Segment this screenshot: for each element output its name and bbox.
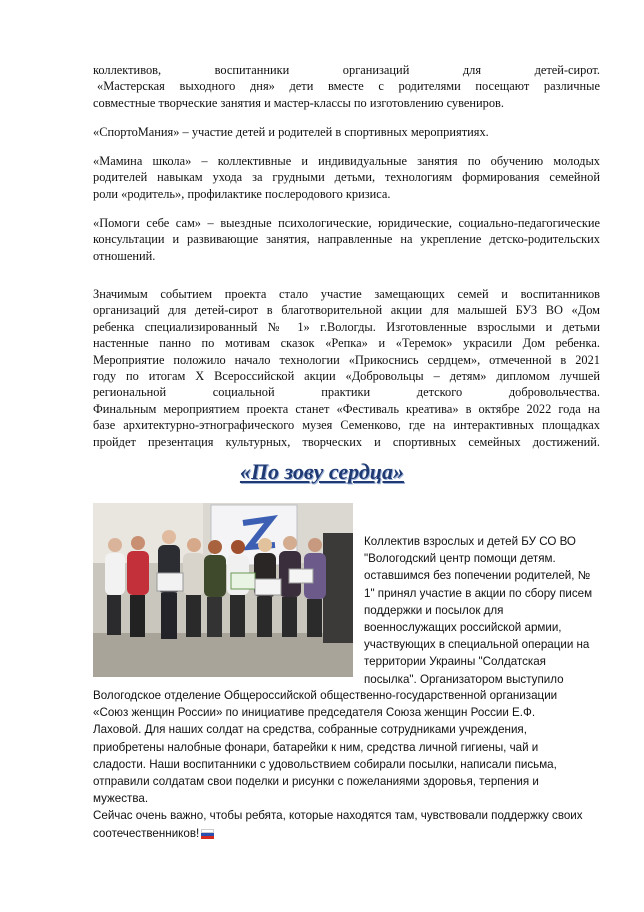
text-line: базе архитектурно-этнографического музея Семенково, где на интерактивных площадках bbox=[93, 418, 600, 433]
text-line: отправили солдатам свои поделки и рисунки с пожеланиями здоровья, терпения и bbox=[93, 775, 539, 789]
text-line: посылка". Организатором выступило bbox=[364, 672, 564, 686]
russian-flag-icon bbox=[201, 829, 214, 838]
text-line: «Мастерская выходного дня» дети вместе с родителями посещают различные bbox=[97, 79, 600, 94]
group-photo bbox=[93, 503, 353, 677]
text-line: ребенка специализированный № 1» г.Вологды. Изготовленные взрослыми и детьми bbox=[93, 319, 600, 334]
text-line: оставшимся без попечении родителей, № bbox=[364, 569, 591, 583]
text-line: Значимым событием проекта стало участие замещающих семей и воспитанников bbox=[93, 287, 600, 301]
text-line: отношений. bbox=[93, 248, 156, 263]
text-line: сладости. Наши воспитанники с удовольствием собирали посылки, написали письма, bbox=[93, 757, 557, 771]
text-line: 1" принял участие в акции по сбору писем bbox=[364, 586, 593, 600]
text-line: Вологодское отделение Общероссийской общественно-государственной организации bbox=[93, 689, 558, 702]
paragraph-mama bbox=[93, 153, 600, 202]
text-line: поддержки и посылок для bbox=[364, 603, 504, 617]
article-side-text bbox=[364, 533, 604, 688]
paragraph-help bbox=[93, 215, 600, 264]
text-line: Коллектив взрослых и детей БУ СО ВО bbox=[364, 535, 576, 548]
article-bottom-text bbox=[93, 687, 608, 842]
text-line: Сейчас очень важно, чтобы ребята, которые находятся там, чувствовали поддержку своих bbox=[93, 809, 583, 823]
group-photo-illustration bbox=[93, 503, 353, 677]
text-line: «Союз женщин России» по инициативе председателя Союза женщин России Е.Ф. bbox=[93, 706, 536, 720]
text-line: Лаховой. Для наших солдат на средства, собранные сотрудниками учреждения, bbox=[93, 723, 527, 737]
text-line: «Мамина школа» – коллективные и индивидуальные занятия по обучению молодых bbox=[93, 154, 600, 168]
text-line: консультации и развивающие занятия, направленные на укрепление детско-родительских bbox=[93, 232, 600, 247]
text-line: приобретены налобные фонари, батарейки к ним, средства личной гигиены, чай и bbox=[93, 740, 539, 754]
text-line: соотечественников! bbox=[93, 826, 200, 840]
text-line: Мероприятие положило начало технологии «Прикоснись сердцем», отмеченной в 2021 bbox=[93, 352, 600, 367]
text-line: роли «родитель», профилактике послеродового кризиса. bbox=[93, 186, 391, 201]
text-line: «СпортоМания» – участие детей и родителей в спортивных мероприятиях. bbox=[93, 125, 489, 139]
text-line: организаций для детей-сирот в благотворительной акции для малышей БУЗ ВО «Дом bbox=[93, 303, 600, 318]
section-heading: «По зову сердца» bbox=[239, 459, 405, 484]
text-line: территории Украины "Солдатская bbox=[364, 655, 546, 669]
text-line: коллективов, воспитанники организаций для детей-сирот. bbox=[93, 63, 600, 77]
text-line: "Вологодский центр помощи детям. bbox=[364, 552, 556, 566]
text-line: региональной социальной практики детского добровольчества. bbox=[93, 385, 600, 400]
text-line: военнослужащих российской армии, bbox=[364, 621, 562, 635]
text-line: совместные творческие занятия и мастер-классы по изготовлению сувениров. bbox=[93, 95, 505, 110]
text-line: настенные панно по мотивам сказок «Репка» и «Теремок» украсили Дом ребенка. bbox=[93, 336, 600, 351]
text-line: родителей навыкам ухода за грудными детьми, технологиям формирования семейной bbox=[93, 170, 600, 185]
text-line: пройдет презентация культурных, творческих и спортивных семейных достижений. bbox=[93, 434, 600, 449]
text-line: Финальным мероприятием проекта станет «Фестиваль креатива» в октябре 2022 года на bbox=[93, 401, 600, 416]
text-line: участвующих в специальной операции на bbox=[364, 638, 590, 652]
text-line: мужества. bbox=[93, 792, 149, 806]
paragraph-sport bbox=[93, 124, 600, 140]
paragraph-intro bbox=[93, 62, 600, 111]
text-line: «Помоги себе сам» – выездные психологические, юридические, социально-педагогические bbox=[93, 216, 600, 230]
text-line: году по итогам X Всероссийской акции «Добровольцы – детям» дипломом лучшей bbox=[93, 368, 600, 383]
paragraph-event bbox=[93, 286, 600, 450]
text-line-with-flag bbox=[93, 825, 608, 842]
